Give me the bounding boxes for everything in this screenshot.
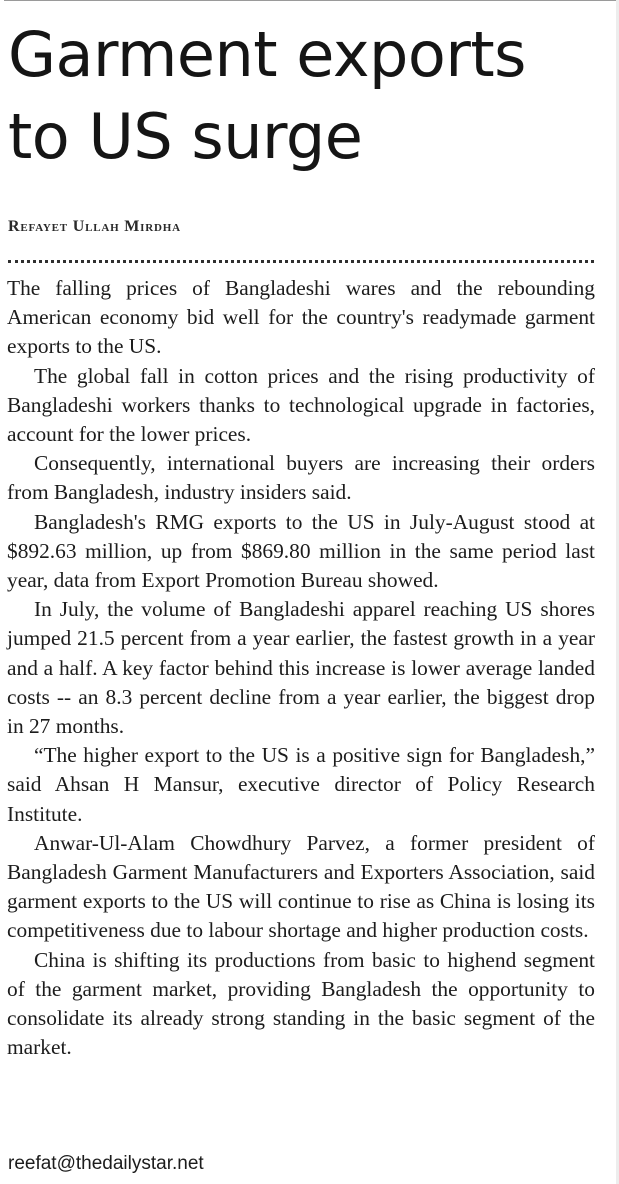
paragraph: “The higher export to the US is a positive sign for Bangladesh,” said Ahsan H Mansur, executive director of Policy Research Institute. <box>7 743 595 826</box>
paragraph: In July, the volume of Bangladeshi apparel reaching US shores jumped 21.5 percent from a year earlier, the fastest growth in a year and a half. A key factor behind this increase is lower average landed costs -- an 8.3 percent decline from a year earlier, the biggest drop in 27 months. <box>7 597 595 739</box>
headline-line-1: Garment exports <box>8 18 526 91</box>
paragraph: Consequently, international buyers are increasing their orders from Bangladesh, industry insiders said. <box>7 451 595 505</box>
article-body <box>7 274 595 1062</box>
paragraph: China is shifting its productions from basic to highend segment of the garment market, providing Bangladesh the opportunity to consolidate its already strong standing in the basic segment of the market. <box>7 947 595 1060</box>
paragraph: The global fall in cotton prices and the rising productivity of Bangladeshi workers thanks to technological upgrade in factories, account for the lower prices. <box>7 363 595 447</box>
author-email: reefat@thedailystar.net <box>8 1153 204 1174</box>
headline-line-2: to US surge <box>8 100 363 173</box>
paragraph: The falling prices of Bangladeshi wares and the rebounding American economy bid well for the country's readymade garment exports to the US. <box>7 276 595 359</box>
byline: Refayet Ullah Mirdha <box>8 218 181 235</box>
top-rule <box>4 0 619 1</box>
dotted-separator <box>8 260 594 263</box>
paragraph: Bangladesh's RMG exports to the US in July-August stood at $892.63 million, up from $869.80 million in the same period last year, data from Export Promotion Bureau showed. <box>7 509 595 593</box>
headline <box>8 14 613 178</box>
paragraph: Anwar-Ul-Alam Chowdhury Parvez, a former president of Bangladesh Garment Manufacturers and Exporters Association, said garment exports to the US will continue to rise as China is losing its competitiveness due to labour shortage and higher production costs. <box>7 830 595 943</box>
